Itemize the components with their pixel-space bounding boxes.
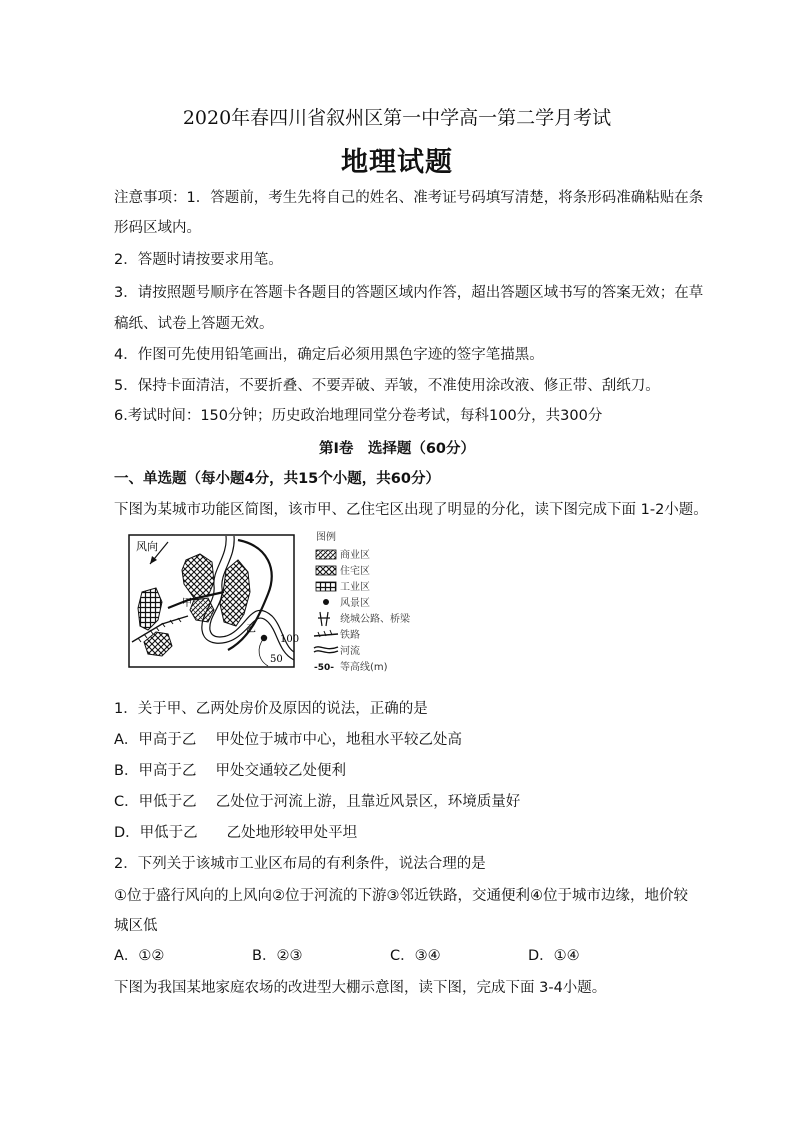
contour-label-50: 50	[270, 654, 283, 665]
legend-label: 铁路	[340, 630, 360, 641]
question-1-option-a[interactable]: A．甲高于乙 甲处位于城市中心，地租水平较乙处高	[114, 732, 463, 748]
legend-road-bridge-icon	[318, 612, 330, 626]
question-1-option-c[interactable]: C．甲低于乙 乙处位于河流上游，且靠近风景区，环境质量好	[114, 794, 521, 810]
question-2-option-d[interactable]: D．①④	[528, 948, 580, 964]
question-1-option-b[interactable]: B．甲高于乙 甲处交通较乙处便利	[114, 763, 347, 779]
part-heading: 一、单选题（每小题4分，共15个小题，共60分）	[114, 471, 440, 487]
question-1-option-d[interactable]: D．甲低于乙 乙处地形较甲处平坦	[114, 825, 358, 841]
label-jia: 甲	[182, 598, 192, 609]
legend-label: 商业区	[340, 550, 370, 561]
question-1-stem: 1．关于甲、乙两处房价及原因的说法，正确的是	[114, 701, 428, 717]
legend-label: 住宅区	[340, 566, 370, 577]
question-2-stem: 2．下列关于该城市工业区布局的有利条件，说法合理的是	[114, 856, 486, 872]
question-intro-3-4: 下图为我国某地家庭农场的改进型大棚示意图，读下图，完成下面 3-4小题。	[114, 980, 607, 996]
legend-residential-swatch	[316, 566, 336, 575]
legend-label: 风景区	[340, 598, 370, 609]
note-line: 3．请按照题号顺序在答题卡各题目的答题区域内作答，超出答题区域书写的答案无效；在草	[114, 285, 704, 301]
legend-industrial-swatch	[316, 582, 336, 591]
exam-subject: 地理试题	[341, 147, 453, 178]
legend-label: 等高线(m)	[340, 662, 388, 673]
legend-scenic-icon	[323, 599, 329, 605]
question-2-option-c[interactable]: C．③④	[390, 948, 441, 964]
legend-label: 河流	[340, 646, 360, 657]
question-2-conditions: ①位于盛行风向的上风向②位于河流的下游③邻近铁路，交通便利④位于城市边缘，地价较	[114, 888, 688, 904]
note-line: 6.考试时间：150分钟；历史政治地理同堂分卷考试，每科100分，共300分	[114, 408, 603, 424]
note-line: 形码区域内。	[114, 220, 201, 236]
note-line: 2．答题时请按要求用笔。	[114, 252, 283, 268]
wind-label: 风向	[136, 540, 158, 553]
note-line: 4．作图可先使用铅笔画出，确定后必须用黑色字迹的签字笔描黑。	[114, 347, 544, 363]
question-2-option-b[interactable]: B．②③	[252, 948, 303, 964]
question-2-conditions-cont: 城区低	[114, 918, 158, 934]
legend-label: 工业区	[340, 582, 370, 593]
section-title: 第Ⅰ卷 选择题（60分）	[318, 441, 476, 457]
exam-title: 2020年春四川省叙州区第一中学高一第二学月考试	[182, 107, 612, 129]
note-line: 注意事项：1．答题前，考生先将自己的姓名、准考证号码填写清楚，将条形码准确粘贴在条	[114, 190, 704, 206]
legend-title: 图例	[316, 532, 336, 543]
question-2-option-a[interactable]: A．①②	[114, 948, 165, 964]
contour-label-100: 100	[280, 634, 300, 645]
legend-river-icon	[314, 647, 338, 649]
note-line: 稿纸、试卷上答题无效。	[114, 316, 274, 332]
legend-commercial-swatch	[316, 550, 336, 559]
note-line: 5．保持卡面清洁，不要折叠、不要弄破、弄皱，不准使用涂改液、修正带、刮纸刀。	[114, 378, 660, 394]
label-yi: 乙	[246, 624, 256, 635]
city-function-map	[128, 530, 428, 678]
question-intro: 下图为某城市功能区简图，该市甲、乙住宅区出现了明显的分化，读下图完成下面 1-2小题。	[114, 502, 708, 518]
legend-contour-symbol: -50-	[314, 663, 334, 673]
legend-label: 绕城公路、桥梁	[340, 614, 410, 625]
